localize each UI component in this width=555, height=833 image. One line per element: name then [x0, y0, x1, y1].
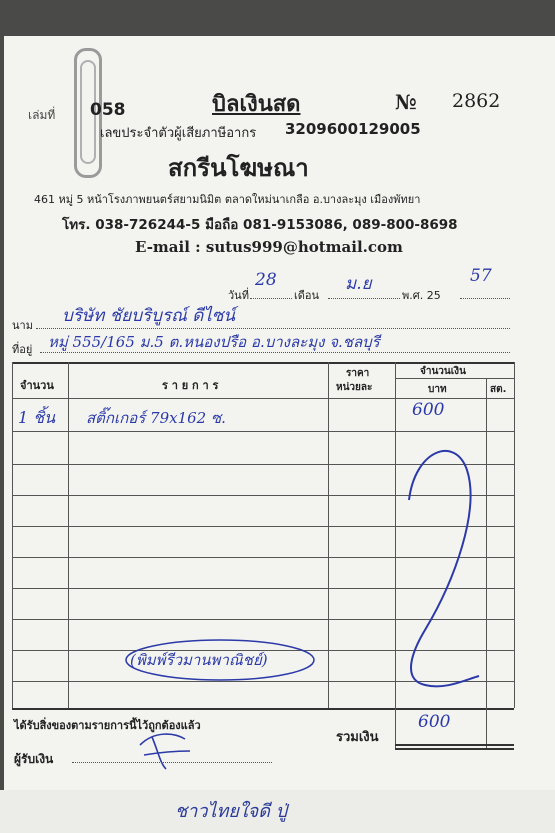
header-satang: สต.: [490, 384, 507, 395]
shop-address: 461 หมู่ 5 หน้าโรงภาพยนตร์สยามนิมิต ตลาดใหม่นาเกลือ อ.บางละมุง เมืองพัทยา: [34, 193, 421, 206]
header-unit-price-2: หน่วยละ: [336, 382, 373, 393]
shop-email: E-mail : sutus999@hotmail.com: [135, 238, 403, 256]
handwritten-strike-mark: [395, 440, 485, 700]
row-1-amount: 600: [412, 400, 445, 420]
receiver-signature: [130, 725, 200, 775]
header-amount: จำนวนเงิน: [420, 366, 466, 377]
year-value: 57: [470, 266, 492, 286]
shop-phone: โทร. 038-726244-5 มือถือ 081-9153086, 089-800-8698: [62, 217, 458, 233]
total-amount: 600: [418, 712, 451, 732]
header-baht: บาท: [428, 384, 447, 395]
signature-text: (พิมพ์รีวมานพาณิชย์): [130, 651, 268, 669]
customer-address-label: ที่อยู่: [12, 343, 33, 356]
customer-name: บริษัท ชัยบริบูรณ์ ดีไซน์: [62, 306, 236, 326]
row-1-item: สติ๊กเกอร์ 79x162 ซ.: [86, 409, 226, 427]
receipt-number: 2862: [452, 90, 501, 112]
tax-id-label: เลขประจำตัวผู้เสียภาษีอากร: [100, 126, 257, 141]
customer-address: หมู่ 555/165 ม.5 ต.หนองปรือ อ.บางละมุง จ.ชลบุรี: [48, 333, 380, 351]
customer-name-label: นาม: [12, 319, 33, 332]
received-statement: ได้รับสิ่งของตามรายการนี้ไว้ถูกต้องแล้ว: [14, 719, 201, 732]
tax-id: 3209600129005: [285, 120, 421, 138]
row-1-qty: 1 ชิ้น: [18, 408, 56, 427]
underlying-sheet-text: ชาวไทยใจดี ปู่: [175, 801, 288, 822]
day-label: วันที่: [228, 289, 249, 302]
year-label: พ.ศ. 25: [402, 289, 441, 302]
shop-name: สกรีนโฆษณา: [168, 154, 309, 182]
month-label: เดือน: [294, 289, 320, 302]
header-items: ร า ย ก า ร: [162, 379, 219, 392]
header-qty: จำนวน: [20, 379, 54, 392]
total-label: รวมเงิน: [336, 730, 379, 745]
month-value: ม.ย: [345, 274, 372, 294]
header-unit-price-1: ราคา: [346, 368, 370, 379]
book-label: เล่มที่: [28, 108, 56, 122]
book-number: 058: [90, 100, 126, 120]
day-value: 28: [255, 270, 277, 290]
number-sign: №: [395, 90, 417, 114]
receipt-title: บิลเงินสด: [212, 92, 301, 117]
receiver-label: ผู้รับเงิน: [14, 752, 54, 766]
